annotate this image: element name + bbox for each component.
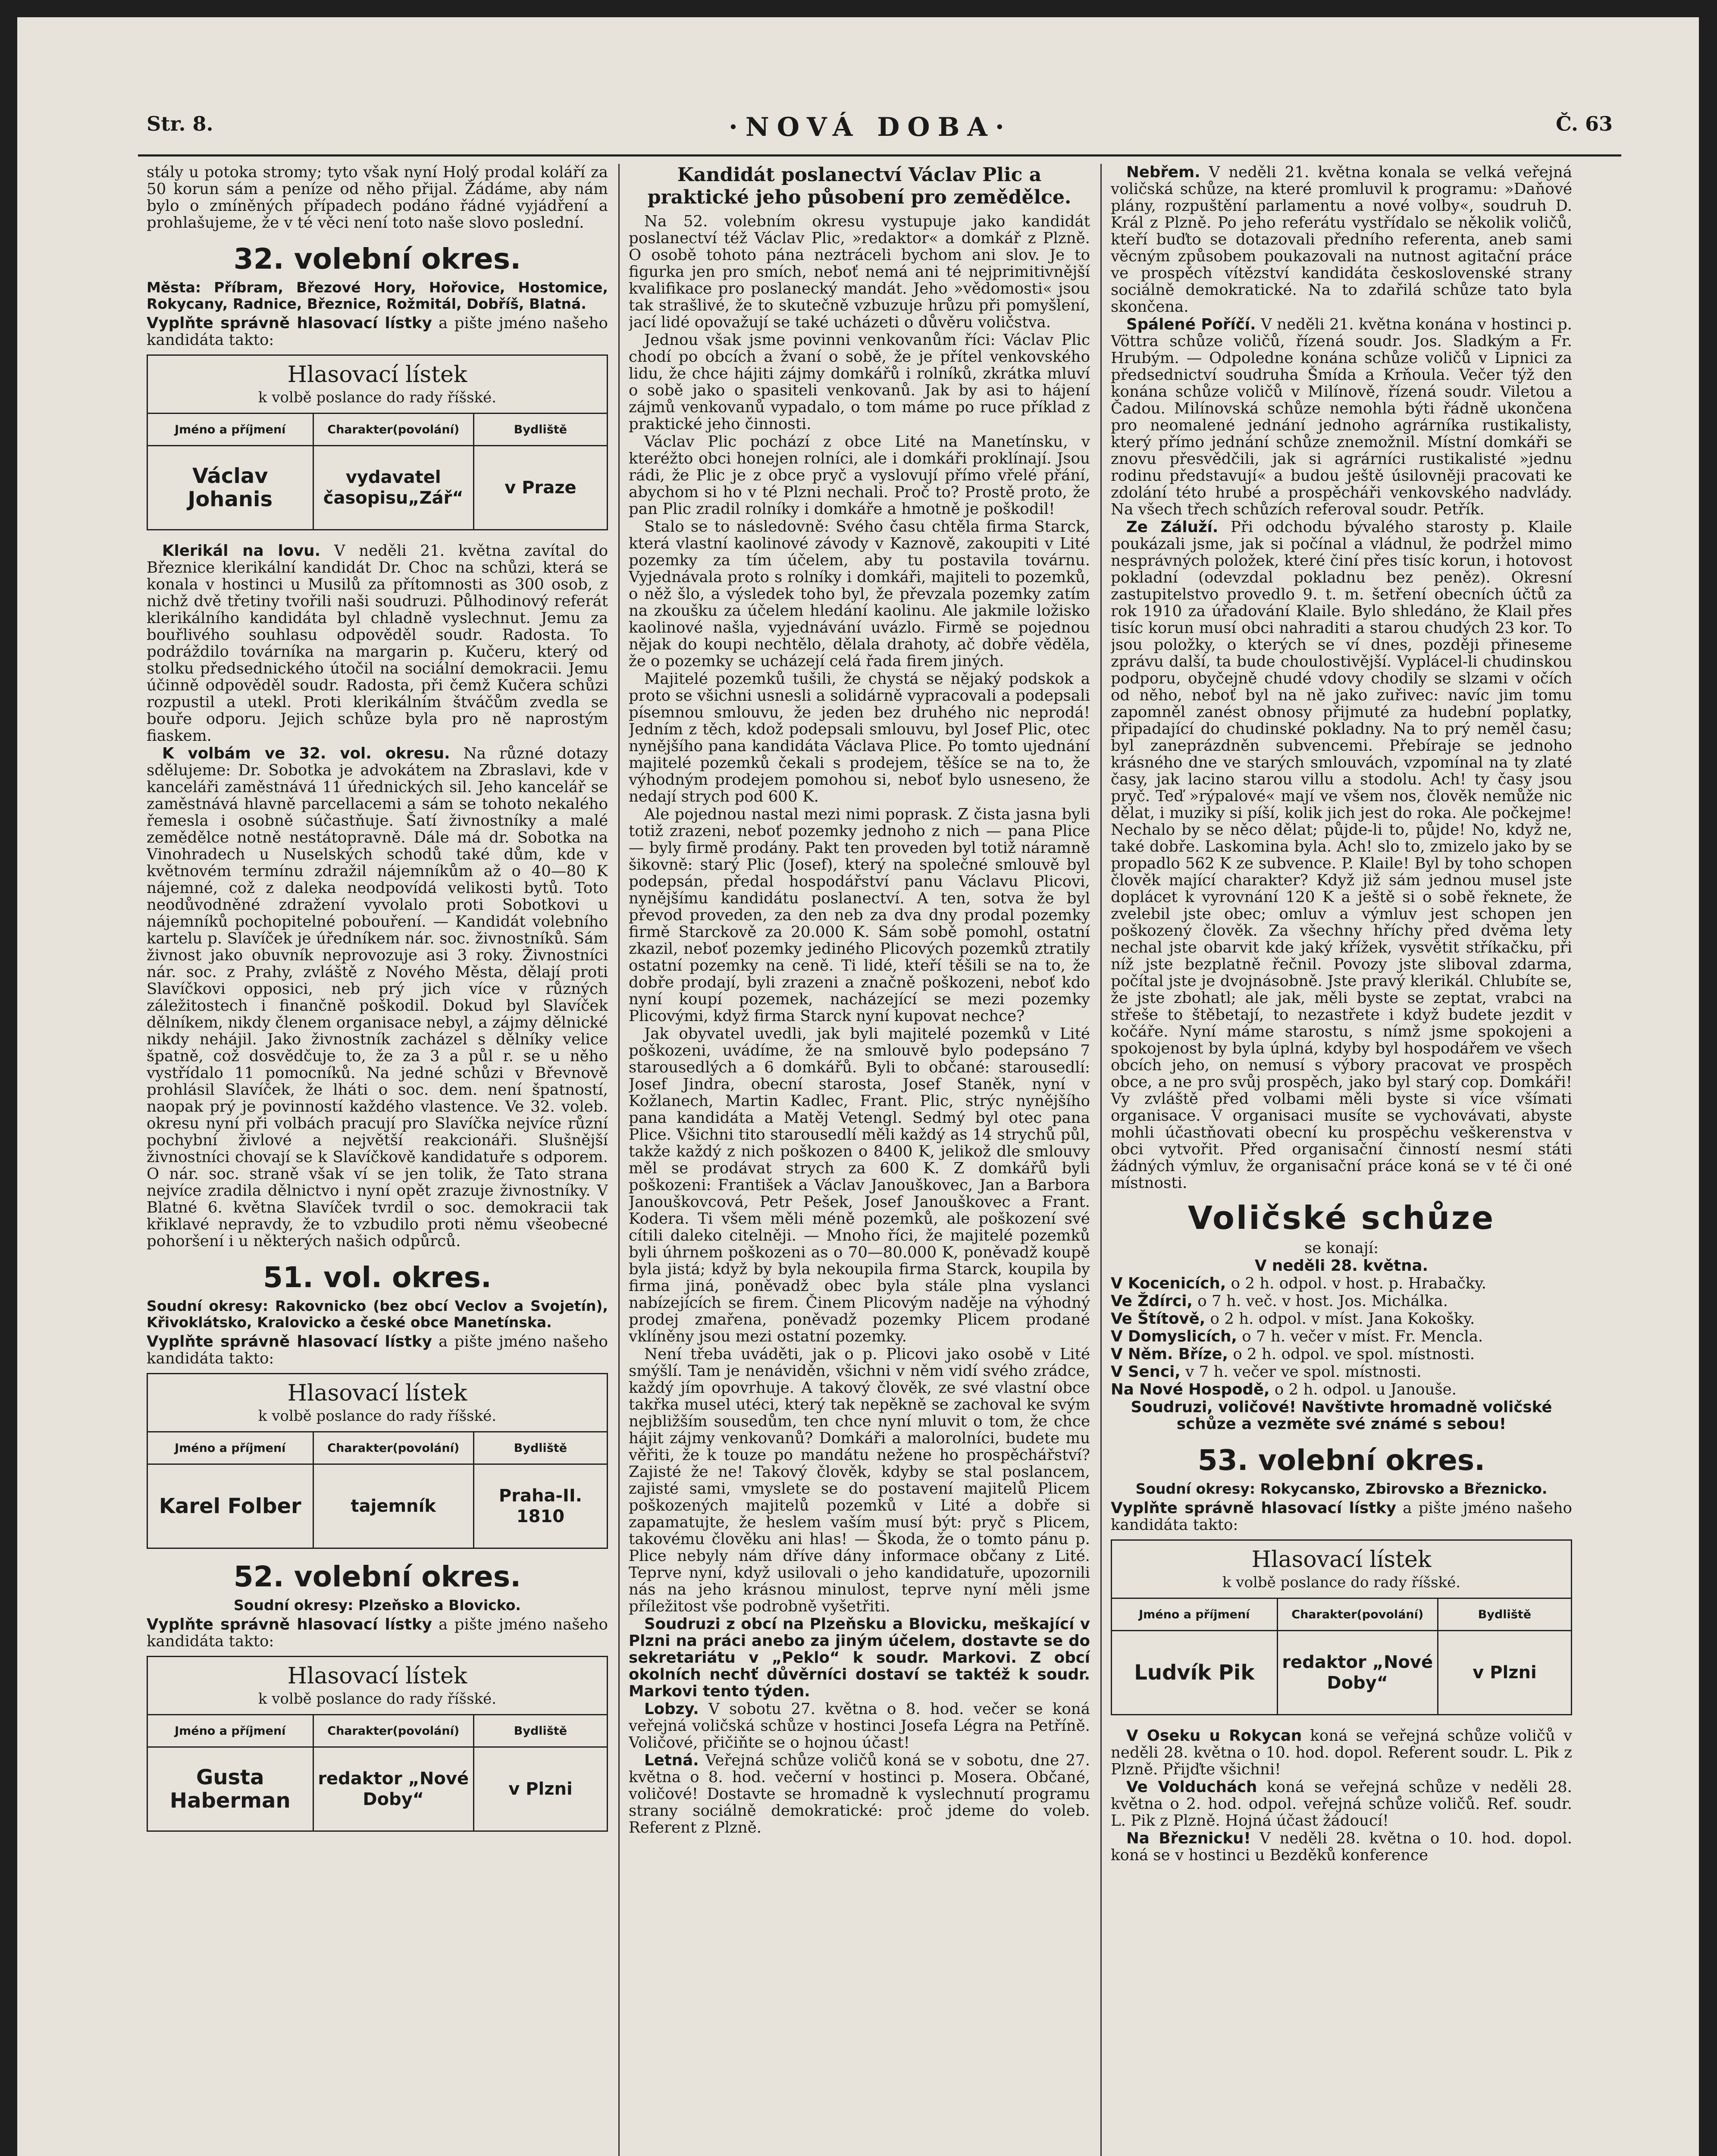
district-32-heading: 32. volební okres.	[233, 242, 521, 276]
candidate-residence: v Praze	[504, 478, 577, 498]
meetings-heading: Voličské schůze	[1187, 1200, 1495, 1237]
article-paragraph: Nebřem. V neděli 21. května konala se velká veřejná voličská schůze, na které promluvil k programu: »Daňové plány, rozpuštění parlamentu a nové volby«, soudruh D. Král z Plzně. Po jeho referátu vystřídalo se několik voličů, kteří buďto se dotazovali předního referenta, aneb sami věcným způsobem poukazovali na nutnost agitační práce ve prospěch vítězství kandidáta československé strany sociálně demokratické. Na to zdařilá schůze tato byla skončena.	[1111, 164, 1572, 316]
ballot-header-profession: Charakter(povolání)	[313, 1432, 473, 1464]
article-paragraph: Jak obyvatel uvedli, jak byli majitelé pozemků v Lité poškozeni, uvádíme, že na smlouvě bylo podepsáno 7 starousedlých a 6 domkářů. Byli to občané: starousedlí: Josef Jindra, obecní starosta, Josef Staněk, nyní v Kožlanech, Martin Kadlec, Frant. Plic, strýc nynějšího pana kandidáta a Matěj Vetengl. Sedmý byl otec pana Plice. Všichni tito starousedlí měli každý as 14 strychů půl, takže každý z nich poškozen o 8400 K, jelikož dle smlouvy měl se prodávat strych za 600 K. Z domkářů byli poškozeni: František a Václav Janouškovec, Jan a Barbora Janouškovcová, Petr Pešek, Josef Janouškovec a Frant. Kodera. Ti všem měli méně pozemků, ale poškození své cítili daleko citelněji. — Mnoho říci, že majitelé pozemků byli úhrnem poškozeni as o 70—80.000 K, poněvadž koupě byla jistá; když by byla nekoupila firma Starck, koupila by firma jiná, poněvadž obec byla stále plna vyslanci nabízejících se firem. Činem Plicovým naděje na výhodný prodej zmařena, poněvadž pozemky Plicem prodané vklíněny jsou mezi ostatní pozemky.	[629, 1025, 1090, 1345]
list-item: V Něm. Bříze, o 2 h. odpol. ve spol. místnosti.	[1111, 1345, 1475, 1363]
ballot-header-residence: Bydliště	[473, 414, 607, 446]
page-header	[147, 112, 1613, 155]
ballot-title: Hlasovací lístek	[287, 1663, 467, 1689]
district-51-heading: 51. vol. okres.	[263, 1261, 492, 1294]
column-1	[147, 164, 608, 2156]
ballot-instruction: Vyplňte správně hlasovací lístky a pište jméno našeho kandidáta takto:	[147, 1333, 608, 1367]
ballot-header-name: Jméno a příjmení	[1112, 1599, 1277, 1631]
ballot-sample	[147, 1656, 608, 1832]
list-item: Na Nové Hospodě, o 2 h. odpol. u Janouše.	[1111, 1381, 1457, 1398]
candidate-name: Karel Folber	[148, 1464, 313, 1548]
district-51-towns: Soudní okresy: Rakovnicko (bez obcí Veclov a Svojetín), Křivoklátsko, Kralovicko a české obce Manetínska.	[147, 1297, 608, 1331]
article-paragraph: Na 52. volebním okresu vystupuje jako kandidát poslanectví též Václav Plic, »redaktor« a domkář z Plzně. O osobě tohoto pána neztráceli bychom ani slov. Je to figurka jen pro smích, neboť nemá ani té nejprimitivnější kvalifikace pro poslanecký mandát. Jeho »vědomosti« jsou tak strašlivé, že to skutečně vzbuzuje hrůzu při pomyšlení, jací lidé opovažují se také ucházeti o důvěru voličstva.	[629, 213, 1090, 331]
column-3	[1111, 164, 1572, 2156]
article-paragraph: Stalo se to následovně: Svého času chtěla firma Starck, která vlastní kaolinové závody v Kaznově, zakoupiti v Lité pozemky za tím účelem, aby tu postavila továrnu. Vyjednávala proto s rolníky i domkáři, majiteli to pozemků, o něž šlo, a výsledek toho byl, že převzala pozemky zatím na zkoušku za účelem hledání kaolinu. Ale jakmile ložisko kaolinové našla, vyjednávání uvázlo. Firmě se pojednou nějak do koupi nechtělo, dělala drahoty, ač dobře věděla, že o pozemky se ucházejí celá řada firem jiných.	[629, 518, 1090, 670]
announcement: Lobzy. V sobotu 27. května o 8. hod. večer se koná veřejná voličská schůze v hostinci Josefa Légra na Petříně. Voličové, přičiňte se o hojnou účast!	[629, 1700, 1090, 1752]
announcement: Ve Volduchách koná se veřejná schůze v neděli 28. května o 2. hod. odpol. veřejná schůze voličů. Ref. soudr. L. Pik z Plzně. Hojná účast žádoucí!	[1111, 1778, 1572, 1830]
article-paragraph: stály u potoka stromy; tyto však nyní Holý prodal koláří za 50 korun sám a peníze od něho přijal. Žádáme, aby nám bylo o zmíněných případech podáno řádné vyjádření a prohlašujeme, že v té věci není toto naše slovo poslední.	[147, 164, 608, 232]
candidate-name: Gusta Haberman	[148, 1747, 313, 1831]
ballot-header-name: Jméno a příjmení	[148, 1715, 313, 1747]
ballot-table	[148, 1432, 607, 1548]
candidate-residence: v Plzni	[508, 1779, 573, 1799]
ballot-instruction: Vyplňte správně hlasovací lístky a pište jméno našeho kandidáta takto:	[147, 1616, 608, 1650]
list-item: V Kocenicích, o 2 h. odpol. v host. p. Hrabačky.	[1111, 1275, 1486, 1292]
column-rule	[618, 164, 620, 2156]
announcement: Letná. Veřejná schůze voličů koná se v sobotu, dne 27. května o 8. hod. večerní v hostinci p. Mosera. Občané, voličové! Dostavte se hromadně k vyslechnutí programu strany sociálně demokratické: proč jdeme do voleb. Referent z Plzně.	[629, 1752, 1090, 1836]
ballot-sample	[1111, 1539, 1572, 1715]
article-paragraph: Spálené Poříčí. V neděli 21. května konána v hostinci p. Vöttra schůze voličů, řízená soudr. Jos. Sladkým a Fr. Hrubým. — Odpoledne konána schůze voličů v Lipnici za předsednictví soudruha Šmída a Krňoula. Večer týž den konána schůze voličů v Milínově, řízená soudr. Viletou a Čadou. Milínovská schůze nemohla býti řádně ukončena pro neomalené jednání jednoho agrárníka rustikalisty, který přímo jednání schůze znemožnil. Místní domkáři se znovu přesvědčili, jak si agrárníci rustikalisté »jednu rodinu představují« a budou ještě úsilovněji pracovati ke zdolání této hrubé a prospěcháři venkovského nadvlády. Na všech třech schůzích referoval soudr. Petřík.	[1111, 316, 1572, 518]
district-32-towns: Města: Příbram, Březové Hory, Hořovice, Hostomice, Rokycany, Radnice, Březnice, Rožmitál, Dobříš, Blatná.	[147, 279, 608, 312]
ballot-subtitle: k volbě poslance do rady říšské.	[148, 1407, 607, 1432]
announcement: V Oseku u Rokycan koná se veřejná schůze voličů v neděli 28. května o 10. hod. dopol. Referent soudr. L. Pik z Plzně. Přijďte všichni!	[1111, 1727, 1572, 1778]
article-paragraph: Majitelé pozemků tušili, že chystá se nějaký podskok a proto se všichni usnesli a solidárně vypracovali a podepsali písemnou smlouvu, že jeden bez druhého nic neprodá! Jedním z těch, kdož podepsali smlouvu, byl Josef Plic, otec nynějšího pana kandidáta Václava Plice. Po tomto ujednání majitelé pozemků čekali s prodejem, těšíce se na to, že výhodným prodejem pomohou si, neboť bylo usneseno, že nedají strych pod 600 K.	[629, 670, 1090, 805]
district-53-towns: Soudní okresy: Rokycansko, Zbirovsko a Březnicko.	[1135, 1480, 1548, 1497]
article-paragraph: Ze Záluží. Při odchodu bývalého starosty p. Klaile poukázali jsme, jak si počínal a vládnul, že podržel mimo nesprávných položek, které činí přes tisíc korun, i hotovost pokladní (odevzdal pokladnu bez peněz). Okresní zastupitelstvo provedlo 9. t. m. šetření obecních účtů za rok 1910 za úřadování Klaile. Bylo shledáno, že Klail přes tisíc korun musí obci nahraditi a starou chudých 23 kor. To jsou položky, o kterých se ví dnes, později přineseme zprávu další, ta bude choulostivější. Vyplácel-li chudinskou podporu, obyčejně chudé vdovy chodily se slzami v očích od něho, neboť byl na ně jako zuřivec: navíc jim tomu zapomněl zanést obnosy přijmuté za hudební poplatky, připadající do chudinské pokladny. Na to prý neměl času; byl zaneprázdněn subvencemi. Přebíraje se jednoho krásného dne ve starých smlouvách, vzpomínal na ty zlaté časy, jak lacino starou villu a stodolu. Ach! ty časy jsou pryč. Teď »rýpalové« mají ve všem nos, člověk nemůže nic dělat, i muziky si píší, kolik jich jest do roka. Ale počkejme! Nechalo by se něco dělat; půjde-li to, půjde! No, když ne, také dobře. Laskomina byla. Ach! slo to, zmizelo jako by se propadlo 562 K ze subvence. P. Klaile! Byl by toho schopen člověk mající charakter? Když již sám jednou musel jste doplácet k vyrovnání 120 K a ještě si o sobě řeknete, že zvelebil jste obec; omluv a výmluv jest schopen jen poškozený člověk. Za všechny hříchy před dvěma lety nechal jste obarvit kde jaký křížek, vysvětit stříkačku, při níž jste bezplatně řečnil. Povozy jste sliboval zdarma, počítal jste je dvojnásobně. Jste pravý klerikál. Chlubíte se, že jste zbohatl; ale jak, měli byste se zeptat, vrabci na střeše to štěbetají, to nezastřete i když budete jezdit v kočáře. Nyní máme starostu, s nímž jsme spokojeni a spokojenost by byla úplná, kdyby byl hospodářem ve všech obcích jeho, on nemusí s výbory pracovat ve prospěch obce, a ne pro svůj prospěch, jako byl starý cop. Domkáři! Vy zvláště před volbami měli byste si více všímati organisace. V organisaci musíte se vychovávati, abyste mohli účastňovati obecní ku prospěchu veškerenstva v obci vytvořit. Před organisační činností nesmí státi žádných výmluv, že organisační práce koná se v té či oné místnosti.	[1111, 518, 1572, 1192]
ballot-instruction: Vyplňte správně hlasovací lístky a pište jméno našeho kandidáta takto:	[1111, 1499, 1572, 1534]
candidate-residence: Praha-II. 1810	[498, 1486, 582, 1526]
ballot-header-residence: Bydliště	[1438, 1599, 1571, 1631]
ballot-table	[148, 414, 607, 529]
column-rule	[1100, 164, 1102, 2156]
issue-number: Č. 63	[1556, 112, 1613, 135]
ballot-title: Hlasovací lístek	[287, 1380, 467, 1406]
announcement: Soudruzi z obcí na Plzeňsku a Blovicku, meškající v Plzni na práci anebo za jiným účelem, dostavte se do sekretariátu v „Peklo“ k soudr. Markovi. Z obcí okolních nechť důvěrníci dostaví se taktéž k soudr. Markovi tento týden.	[629, 1615, 1090, 1700]
ballot-header-profession: Charakter(povolání)	[313, 414, 473, 446]
ballot-header-profession: Charakter(povolání)	[313, 1715, 473, 1747]
list-item: V Domyslicích, o 7 h. večer v míst. Fr. Mencla.	[1111, 1328, 1483, 1345]
ballot-title: Hlasovací lístek	[1251, 1547, 1432, 1573]
meetings-date: V neděli 28. května.	[1254, 1257, 1428, 1275]
article-paragraph: K volbám ve 32. vol. okresu. Na různé dotazy sdělujeme: Dr. Sobotka je advokátem na Zbraslavi, kde v kanceláři zaměstnává 11 úřednických sil. Jeho kancelář se zaměstnává hlavně parcellacemi a sám se tohoto nekalého řemesla i osobně súčastňuje. Šatí živnostníky a malé zemědělce notně nestátopravně. Dále má dr. Sobotka na Vinohradech u Nuselských schodů také dům, kde v květnovém termínu zdražil nájemníkům až o 40—80 K nájemné, což z daleka neodpovídá velikosti bytů. Toto neodůvodněné zdražení vyvolalo proti Sobotkovi u nájemníků pochopitelné pobouření. — Kandidát volebního kartelu p. Slavíček je úředníkem nár. soc. živnostníků. Sám živnost jako obuvník neprovozuje asi 3 roky. Živnostníci nár. soc. z Prahy, zvláště z Nového Města, dělají proti Slavíčkovi opposici, neb prý jich více v různých záležitostech i finančně poškodil. Dokud byl Slavíček dělníkem, nikdy členem organisace nebyl, a zájmy dělnické nikdy nehájil. Jako živnostník zacházel s dělníky velice špatně, což dosvědčuje to, že za 3 a půl r. se u něho vystřídalo 11 pomocníků. Na jedné schůzi v Břevnově prohlásil Slavíček, že lháti o soc. dem. není špatností, naopak prý je povinností každého vlastence. Ve 32. voleb. okresu nyní při volbách pracují pro Slavíčka nejvíce různí pochybní živlové a největší reakcionáři. Slušnější živnostníci chovají se k Slavíčkově kandidatuře s odporem. O nár. soc. straně však ví se jen tolik, že Tato strana nejvíce zradila dělnictvo i nyní opět zrazuje živnostníky. V Blatné 6. května Slavíček tvrdil o soc. demokracii tak křiklavé nepravdy, že to vzbudilo proti němu všeobecné pohoršení i u některých našich odpůrců.	[147, 745, 608, 1250]
meetings-subheading: se konají:	[1304, 1239, 1379, 1257]
announcement: Na Březnicku! V neděli 28. května o 10. hod. dopol. koná se v hostinci u Bezděků konference	[1111, 1830, 1572, 1864]
ballot-subtitle: k volbě poslance do rady říšské.	[1112, 1573, 1571, 1599]
ballot-sample	[147, 354, 608, 530]
article-paragraph: Ale pojednou nastal mezi nimi poprask. Z čista jasna byli totiž zrazeni, neboť pozemky jednoho z nich — pana Plice — byly firmě prodány. Pakt ten proveden byl totiž náramně šikovně: starý Plic (Josef), který na společné smlouvě byl podepsán, předal hospodářství panu Václavu Plicovi, nynějšímu kandidátu poslanectví. A ten, sotva že byl převod proveden, za den neb za dva dny prodal pozemky firmě Starckově za 20.000 K. Sám sobě pomohl, ostatní zkazil, neboť pozemky jediného Plicových pozemků ztratily ostatní pozemky na ceně. Ti lidé, kteří těšili se na to, že dobře prodají, byli zrazeni a značně poškozeni, neboť kdo nyní koupí pozemek, nacházející se mezi pozemky Plicovými, když firma Starck nyní kupovat nechce?	[629, 805, 1090, 1025]
candidate-profession: redaktor „Nové Doby“	[313, 1747, 473, 1831]
ballot-table	[1112, 1599, 1571, 1714]
district-52-heading: 52. volební okres.	[233, 1560, 521, 1593]
ballot-header-profession: Charakter(povolání)	[1277, 1599, 1438, 1631]
candidate-name: Ludvík Pik	[1112, 1631, 1277, 1714]
meetings-call: Soudruzi, voličové! Navštivte hromadně voličské schůze a vezměte své známé s sebou!	[1131, 1398, 1552, 1433]
candidate-profession: tajemník	[313, 1464, 473, 1548]
header-rule	[138, 154, 1621, 157]
candidate-name: Václav Johanis	[148, 446, 313, 530]
district-52-towns: Soudní okresy: Plzeňsko a Blovicko.	[234, 1597, 521, 1614]
article-paragraph: Není třeba uváděti, jak o p. Plicovi jako osobě v Lité smýšlí. Tam je nenáviděn, všichni v něm vidí svého zrádce, každý jím opovrhuje. A takový člověk, ze své vlastní obce takřka musel utéci, který tak nepěkně se zachoval ke svým nejbližším sousedům, ten chce nyní mluvit o tom, že chce hájit zájmy venkovanů? Domkáři a malorolníci, budete mu věřiti, že k touze po mandátu nežene ho prospěchářství? Zajisté že ne! Takový člověk, kdyby se stal poslancem, zajisté sami, vmyslete se do postavení majitelů Plicem poškozených majitelů pozemků v Lité a dobře si zapamatujte, že heslem vaším musí být: pryč s Plicem, takovému člověku ani hlas! — Škoda, že o tomto pánu p. Plice nebyly nám dříve dány informace občany z Lité. Teprve nyní, když usilovali o jeho kandidatuře, upozornili nás na jeho krásnou minulost, teprve nyní měli jsme příležitost vše podrobně vyšetřiti.	[629, 1345, 1090, 1615]
ballot-instruction: Vyplňte správně hlasovací lístky a pište jméno našeho kandidáta takto:	[147, 314, 608, 349]
ballot-header-name: Jméno a příjmení	[148, 414, 313, 446]
article-paragraph: Klerikál na lovu. V neděli 21. května zavítal do Březnice klerikální kandidát Dr. Choc na schůzi, která se konala v hostinci u Musilů za přítomnosti as 300 osob, z nichž dvě třetiny tvořili naši soudruzi. Půlhodinový referát klerikálního kandidáta byl chladně vyslechnut. Jemu za bouřlivého souhlasu odpověděl soudr. Radosta. To podráždilo továrníka na margarin p. Kučeru, který od stolku předsednického útočil na sociální demokracii. Jemu účinně odpověděl soudr. Radosta, při čemž Kučera schůzi rozpustil a utekl. Proti klerikálním štváčům zvedla se bouře odporu. Jejich schůze byla pro ně naprostým fiaskem.	[147, 542, 608, 745]
ballot-header-residence: Bydliště	[473, 1715, 607, 1747]
ballot-subtitle: k volbě poslance do rady říšské.	[148, 1690, 607, 1715]
newspaper-page	[17, 17, 1699, 2156]
page-number: Str. 8.	[147, 112, 213, 135]
list-item: Ve Štítově, o 2 h. odpol. v míst. Jana Kokošky.	[1111, 1310, 1475, 1328]
list-item: V Senci, v 7 h. večer ve spol. místnosti.	[1111, 1363, 1422, 1381]
ballot-table	[148, 1715, 607, 1830]
ballot-header-name: Jméno a příjmení	[148, 1432, 313, 1464]
ballot-subtitle: k volbě poslance do rady říšské.	[148, 389, 607, 414]
masthead-title: ·NOVÁ DOBA·	[729, 112, 1012, 142]
ballot-sample	[147, 1373, 608, 1549]
district-53-heading: 53. volební okres.	[1197, 1444, 1485, 1477]
column-2	[629, 164, 1090, 2156]
list-item: Ve Ždírci, o 7 h. več. v host. Jos. Michálka.	[1111, 1292, 1448, 1310]
candidate-profession: redaktor „Nové Doby“	[1277, 1631, 1438, 1714]
candidate-residence: v Plzni	[1473, 1663, 1537, 1683]
candidate-profession: vydavatel časopisu„Zář“	[313, 446, 473, 530]
article-paragraph: Jednou však jsme povinni venkovanům říci: Václav Plic chodí po obcích a žvaní o sobě, že je přítel venkovského lidu, že chce hájiti zájmy domkářů i rolníků, zkrátka mluví o sobě jako o spasiteli venkovanů. Jak by asi to hájení zájmů venkovanů vypadalo, o tom máme po ruce příklad z praktické jeho činnosti.	[629, 331, 1090, 433]
ballot-header-residence: Bydliště	[473, 1432, 607, 1464]
article-paragraph: Václav Plic pochází z obce Lité na Manetínsku, v kteréžto obci honejen rolníci, ale i domkáři proklínají. Jsou rádi, že Plic je z obce pryč a vyslovují přímo vřelé přání, abychom si ho v té Plzni nechali. Proč to? Prostě proto, že pan Plic zradil rolníky i domkáře a hmotně je poškodil!	[629, 433, 1090, 518]
article-title: Kandidát poslanectví Václav Plic a praktické jeho působení pro zemědělce.	[647, 164, 1072, 208]
ballot-title: Hlasovací lístek	[287, 362, 467, 388]
meetings-list	[1111, 1275, 1572, 1398]
